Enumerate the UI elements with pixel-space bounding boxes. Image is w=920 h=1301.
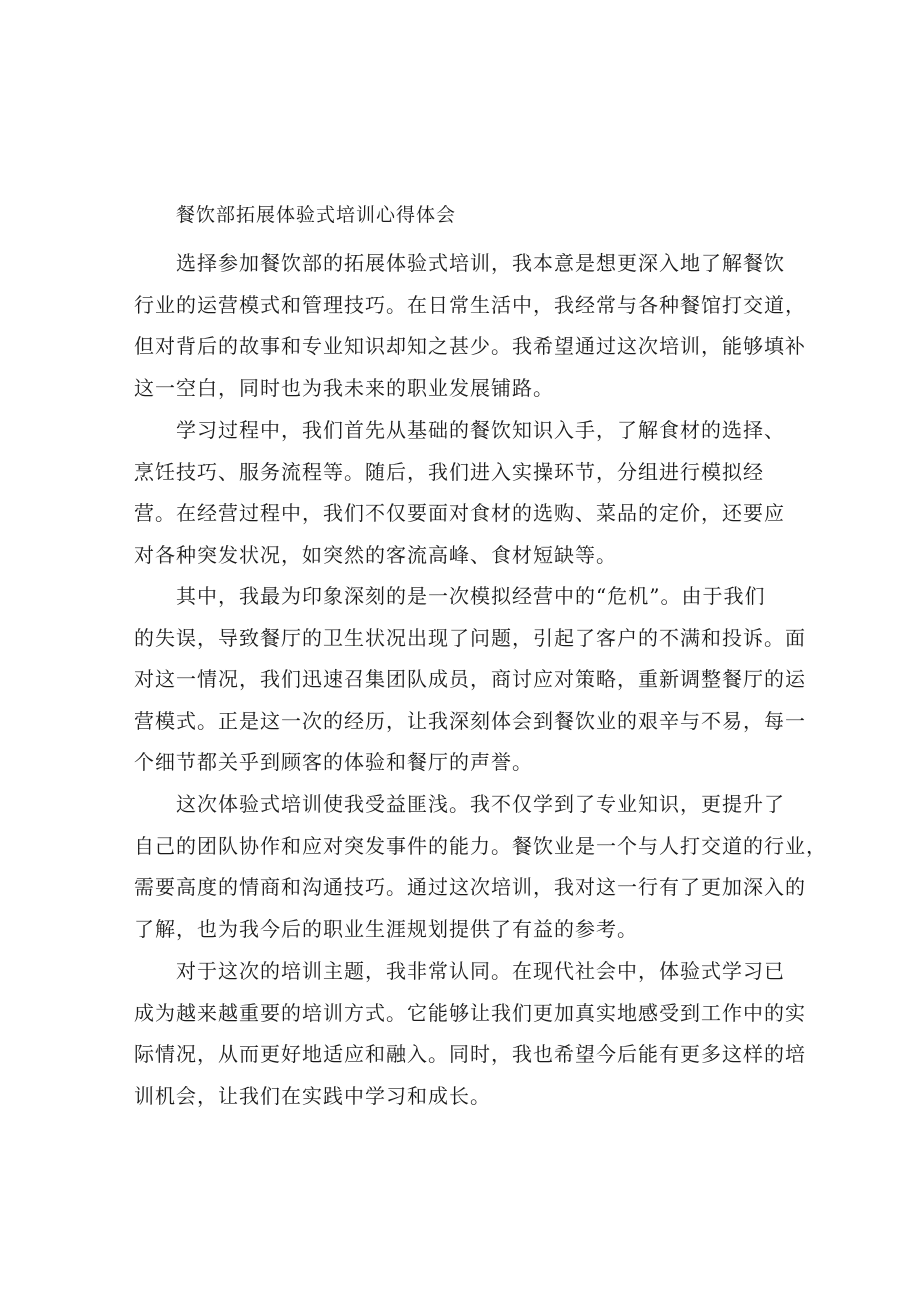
paragraph-line: 成为越来越重要的培训方式。它能够让我们更加真实地感受到工作中的实 <box>134 1000 806 1025</box>
paragraph-line: 营模式。正是这一次的经历，让我深刻体会到餐饮业的艰辛与不易，每一 <box>134 708 806 733</box>
paragraph-1 <box>134 243 806 409</box>
paragraph-line: 学习过程中，我们首先从基础的餐饮知识入手，了解食材的选择、 <box>176 418 785 442</box>
paragraph-3 <box>134 576 806 784</box>
paragraph-4 <box>134 784 827 950</box>
paragraph-line: 选择参加餐饮部的拓展体验式培训，我本意是想更深入地了解餐饮 <box>176 251 785 275</box>
paragraph-2 <box>134 410 794 576</box>
paragraph-line: 训机会，让我们在实践中学习和成长。 <box>134 1083 491 1108</box>
paragraph-line: 需要高度的情商和沟通技巧。通过这次培训，我对这一行有了更加深入的 <box>134 875 806 899</box>
paragraph-line: 行业的运营模式和管理技巧。在日常生活中，我经常与各种餐馆打交道， <box>134 292 806 317</box>
paragraph-line: 个细节都关乎到顾客的体验和餐厅的声誉。 <box>134 750 533 774</box>
paragraph-line: 对于这次的培训主题，我非常认同。在现代社会中，体验式学习已 <box>176 959 785 983</box>
paragraph-line: 际情况，从而更好地适应和融入。同时，我也希望今后能有更多这样的培 <box>134 1042 806 1066</box>
paragraph-line: 营。在经营过程中，我们不仅要面对食材的选购、菜品的定价，还要应 <box>134 501 785 525</box>
paragraph-line: 对各种突发状况，如突然的客流高峰、食材短缺等。 <box>134 542 617 567</box>
paragraph-line: 这一空白，同时也为我未来的职业发展铺路。 <box>134 375 554 400</box>
paragraph-line: 了解，也为我今后的职业生涯规划提供了有益的参考。 <box>134 916 638 941</box>
paragraph-line: 但对背后的故事和专业知识却知之甚少。我希望通过这次培训，能够填补 <box>134 334 806 358</box>
paragraph-5 <box>134 951 806 1117</box>
paragraph-line: 这次体验式培训使我受益匪浅。我不仅学到了专业知识，更提升了 <box>176 792 785 816</box>
document-title: 餐饮部拓展体验式培训心得体会 <box>176 204 457 226</box>
paragraph-line: 的失误，导致餐厅的卫生状况出现了问题，引起了客户的不满和投诉。面 <box>134 625 806 650</box>
paragraph-line: 对这一情况，我们迅速召集团队成员，商讨应对策略，重新调整餐厅的运 <box>134 667 806 691</box>
paragraph-line: 其中，我最为印象深刻的是一次模拟经营中的“危机”。由于我们 <box>176 584 766 608</box>
paragraph-line: 自己的团队协作和应对突发事件的能力。餐饮业是一个与人打交道的行业， <box>134 833 827 858</box>
paragraph-line: 烹饪技巧、服务流程等。随后，我们进入实操环节，分组进行模拟经 <box>134 459 764 484</box>
